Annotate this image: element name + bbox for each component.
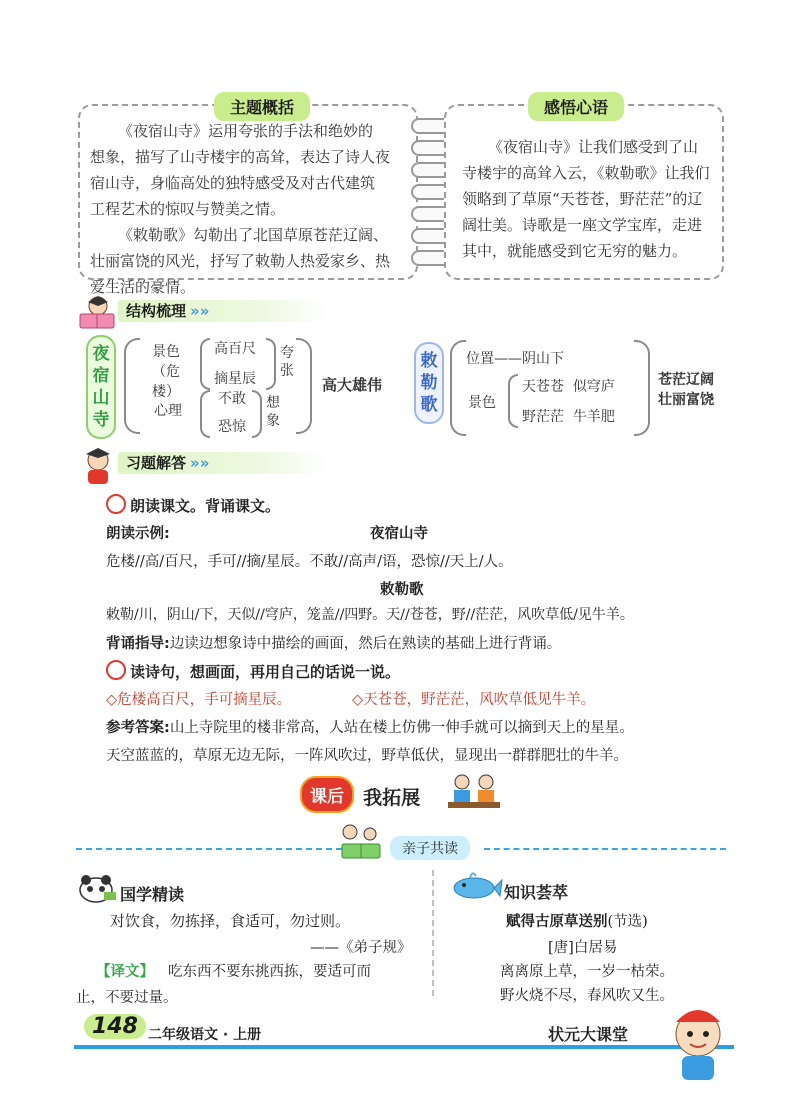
guide-label: 背诵指导: — [106, 636, 170, 652]
feeling-title: 感悟心语 — [528, 92, 624, 121]
extend-title-text: 我拓展 — [363, 787, 421, 809]
extend-badge-1: 课 — [310, 787, 327, 807]
question-2-text: 读诗句，想画面，再用自己的话说一说。 — [130, 663, 401, 681]
answer-label: 参考答案: — [106, 720, 170, 736]
poem2-scene-label: 景色 — [468, 395, 496, 411]
double-arrow-icon: »» — [190, 302, 210, 320]
poem2-scene-bracket — [508, 374, 518, 428]
question-1-text: 朗读课文。背诵课文。 — [130, 497, 281, 515]
poem2-title — [414, 342, 444, 424]
book-name: 二年级语文 · 上册 — [148, 1027, 262, 1043]
poem1-mind-bracket — [200, 390, 210, 438]
knowledge-line: 野火烧不尽，春风吹又生。 — [500, 988, 674, 1004]
poem1-summary: 高大雄伟 — [322, 376, 383, 394]
guide-text: 边读边想象诗中描绘的画面，然后在熟读的基础上进行背诵。 — [169, 636, 562, 652]
knowledge-title — [506, 910, 648, 931]
translation-line-2: 止，不要过量。 — [76, 990, 178, 1006]
knowledge-title-note: (节选) — [607, 914, 648, 930]
question-2 — [106, 660, 400, 682]
reading-girl-icon — [74, 292, 116, 336]
binder-rings — [411, 110, 447, 280]
column-divider — [432, 870, 434, 996]
guoxue-header: 国学精读 — [120, 885, 185, 904]
feeling-line: 寺楼宇的高耸入云，《敕勒歌》让我们 — [462, 164, 710, 182]
page-number: 148 — [84, 1014, 146, 1039]
poem2-position-value: 阴山下 — [522, 351, 564, 367]
poem1-reading: 危楼//高/百尺，手可//摘/星辰。不敢//高声/语，恐惊//天上/人。 — [106, 554, 513, 570]
divider-right — [484, 848, 726, 850]
poem2-position-label: 位置 — [466, 351, 494, 367]
poem1-heading: 夜宿山寺 — [370, 526, 428, 542]
knowledge-author: [唐]白居易 — [548, 940, 618, 956]
poem1-close-bracket — [296, 338, 312, 434]
poem1-mind-item: 不敢 — [218, 391, 246, 407]
poem1-title-text: 夜宿山寺 — [92, 344, 110, 430]
question-1 — [106, 494, 280, 516]
theme-title: 主题概括 — [214, 92, 310, 121]
extend-badge-2: 后 — [327, 787, 344, 807]
whale-icon — [450, 870, 502, 904]
poem1-scene-item: 摘星辰 — [214, 371, 256, 387]
knowledge-line: 离离原上草，一岁一枯荣。 — [500, 964, 674, 980]
extend-badge — [300, 776, 354, 813]
divider-left — [76, 848, 352, 850]
theme-line: 宿山寺，身临高处的独特感受及对古代建筑 — [90, 174, 376, 192]
students-icon — [446, 772, 502, 820]
feeling-line: 阔壮美。诗歌是一座文学宝库，走进 — [462, 216, 703, 234]
guoxue-source: ——《弟子规》 — [310, 940, 412, 956]
poem1-mind-label: 心理 — [154, 403, 182, 419]
poem2-title-text: 敕勒歌 — [420, 351, 438, 415]
theme-line: 爱生活的豪情。 — [90, 278, 196, 296]
theme-line: 工程艺术的惊叹与赞美之情。 — [90, 200, 286, 218]
poem2-scene-item: 野茫茫 牛羊肥 — [522, 409, 615, 425]
poem1-mind-result: 想象 — [266, 395, 280, 429]
poem2-summary-2: 壮丽富饶 — [658, 392, 714, 408]
knowledge-title-text: 赋得古原草送别 — [506, 914, 608, 930]
feeling-text — [462, 134, 724, 264]
answer-line-1: 山上寺院里的楼非常高，人站在楼上仿佛一伸手就可以摘到天上的星星。 — [169, 720, 634, 736]
poem2-main-bracket — [450, 340, 466, 436]
poem1-scene-close — [266, 338, 276, 390]
q2-item: ◇危楼高百尺，手可摘星辰。 — [106, 692, 292, 708]
poem2-heading: 敕勒歌 — [380, 582, 424, 598]
poem1-mind-item: 恐惊 — [218, 419, 246, 435]
q2-item: ◇天苍苍，野茫茫，风吹草低见牛羊。 — [352, 692, 596, 708]
feeling-line: 《夜宿山寺》让我们感受到了山 — [488, 138, 699, 156]
exercise-header — [118, 452, 326, 474]
question-marker-icon — [106, 494, 126, 514]
poem1-scene-item: 高百尺 — [214, 341, 256, 357]
girl-icon — [78, 446, 118, 490]
double-arrow-icon: »» — [190, 454, 210, 472]
example-label: 朗读示例: — [106, 526, 170, 542]
knowledge-header: 知识荟萃 — [504, 883, 569, 902]
family-reading-label: 亲子共读 — [390, 836, 470, 860]
theme-line: 想象，描写了山寺楼宇的高耸，表达了诗人夜 — [90, 148, 391, 166]
poem2-reading: 敕勒/川，阴山/下，天似//穹庐，笼盖//四野。天//苍苍，野//茫茫，风吹草低/见牛羊。 — [106, 607, 634, 623]
panda-icon — [76, 872, 118, 908]
feeling-line: 领略到了草原“天苍苍，野茫茫”的辽 — [462, 190, 703, 208]
theme-line: 《敕勒歌》勾勒出了北国草原苍茫辽阔、 — [118, 226, 389, 244]
feeling-line: 其中，就能感受到它无穷的魅力。 — [462, 242, 688, 260]
poem1-scene-a: 景色 — [152, 344, 180, 360]
question-marker-icon — [106, 660, 126, 680]
poem1-main-bracket — [124, 338, 140, 434]
poem1-scene-b: （危楼） — [152, 364, 180, 400]
guoxue-text: 对饮食，勿拣择，食适可，勿过则。 — [110, 912, 351, 930]
poem2-summary — [658, 370, 714, 410]
poem2-close-bracket — [634, 340, 650, 436]
poem1-scene-result: 夸张 — [280, 345, 294, 379]
answer — [106, 716, 634, 737]
theme-text — [90, 118, 410, 300]
dash-connector: —— — [494, 351, 522, 367]
poem2-summary-1: 苍茫辽阔 — [658, 372, 714, 388]
structure-header — [118, 300, 326, 322]
guoxue-translation — [96, 960, 371, 981]
parent-child-icon — [336, 822, 386, 866]
exercise-header-label: 习题解答 — [126, 454, 187, 472]
footer-bar — [74, 1045, 734, 1049]
poem1-title — [86, 335, 116, 439]
answer-line-2: 天空蓝蓝的，草原无边无际，一阵风吹过，野草低伏，显现出一群群肥壮的牛羊。 — [106, 748, 628, 764]
mascot-icon — [668, 1004, 738, 1088]
poem2-position — [466, 348, 564, 368]
translation-line-1: 吃东西不要东挑西拣，要适可而 — [168, 964, 371, 980]
theme-line: 壮丽富饶的风光，抒写了敕勒人热爱家乡、热 — [90, 252, 391, 270]
poem2-scene-item: 天苍苍 似穹庐 — [522, 379, 615, 395]
translation-label: 【译文】 — [96, 964, 154, 980]
poem1-mind-close — [252, 390, 262, 438]
theme-line: 《夜宿山寺》运用夸张的手法和绝妙的 — [118, 122, 374, 140]
guide — [106, 632, 561, 653]
poem1-scene-bracket — [200, 338, 210, 390]
structure-header-label: 结构梳理 — [126, 302, 187, 320]
poem1-scene-label — [146, 342, 186, 402]
brand: 状元大课堂 — [548, 1025, 629, 1044]
extend-title — [300, 776, 420, 812]
